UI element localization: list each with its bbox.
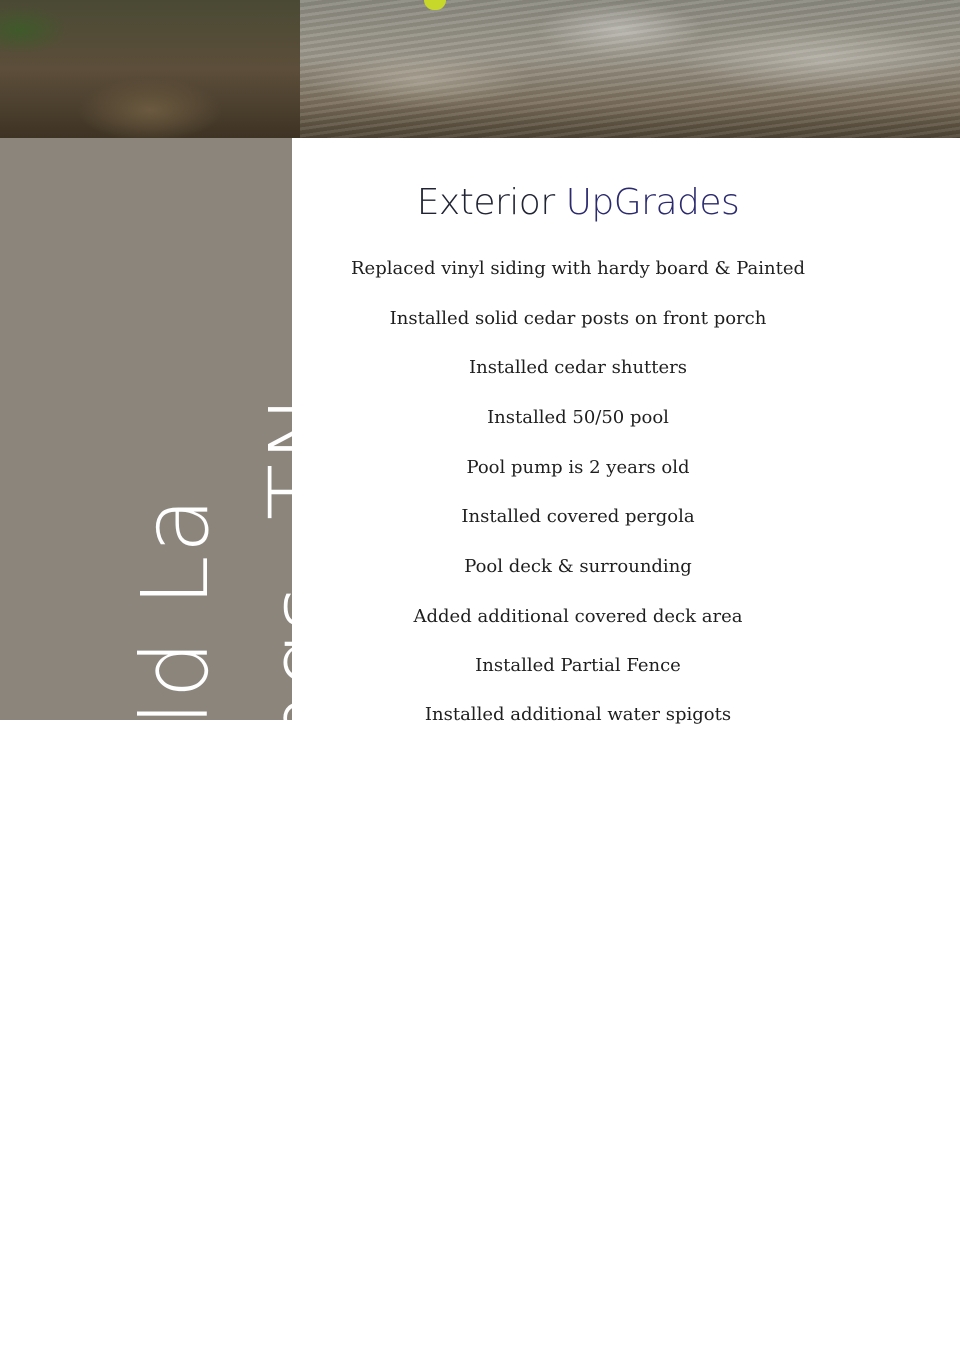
list-item: Added additional covered deck area bbox=[413, 606, 743, 627]
list-item: Installed cedar shutters bbox=[468, 357, 687, 378]
address-street: 679 Greenfield La bbox=[122, 495, 229, 1348]
list-item: Installed additional water spigots bbox=[424, 704, 732, 725]
upgrades-panel bbox=[292, 138, 960, 725]
list-item: Pool pump is 2 years old bbox=[466, 457, 690, 478]
list-item: Installed solid cedar posts on front porch bbox=[389, 308, 767, 329]
creek-photo bbox=[0, 0, 960, 138]
title-part-upgrades: UpGrades bbox=[565, 182, 740, 223]
creek-bank bbox=[0, 0, 300, 138]
title-part-exterior: Exterior bbox=[416, 182, 566, 223]
list-item: Pool deck & surrounding bbox=[464, 556, 692, 577]
list-item: Installed covered pergola bbox=[461, 506, 695, 527]
page-title bbox=[292, 182, 864, 223]
yellow-leaf bbox=[424, 0, 446, 10]
list-item: Installed Partial Fence bbox=[475, 655, 681, 676]
address-city: astalian Springs, TN bbox=[250, 391, 357, 1348]
list-item: Installed 50/50 pool bbox=[487, 407, 669, 428]
list-item: Replaced vinyl siding with hardy board & Painted bbox=[351, 258, 805, 279]
